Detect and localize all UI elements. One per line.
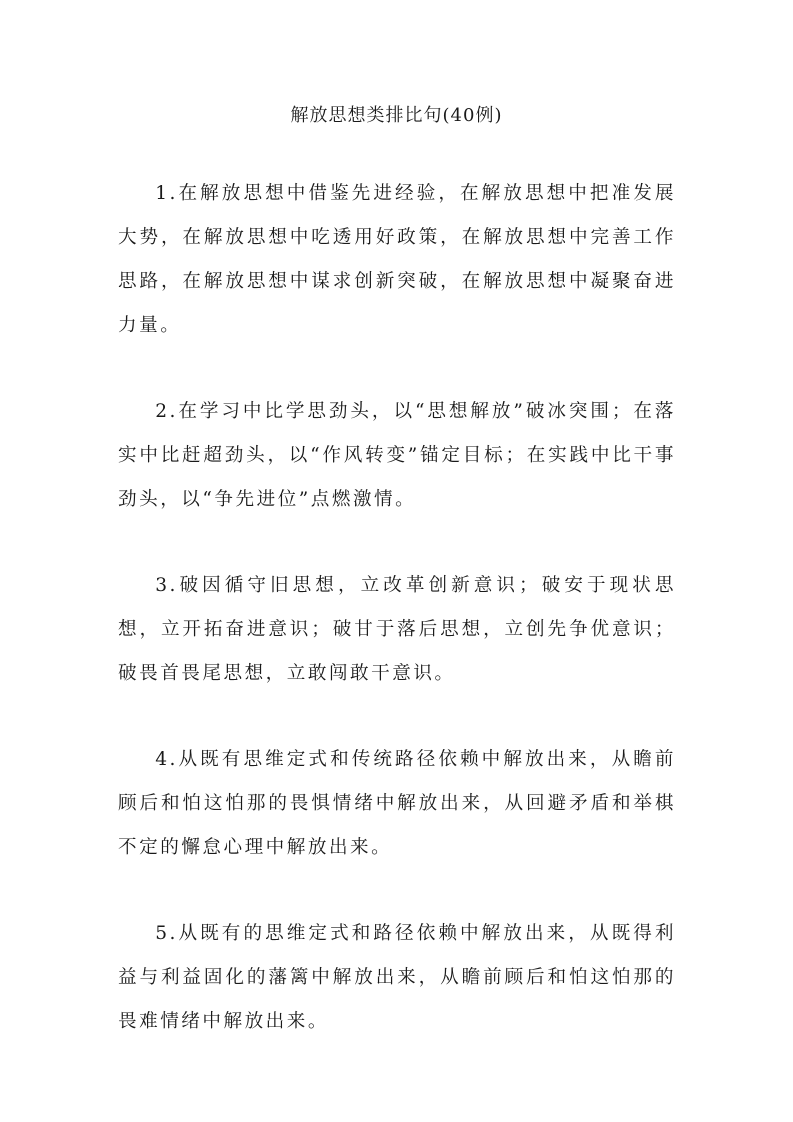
paragraph-4: 4.从既有思维定式和传统路径依赖中解放出来，从瞻前顾后和怕这怕那的畏惧情绪中解放出来，从回避矛盾和举棋不定的懈怠心理中解放出来。: [118, 749, 676, 858]
paragraph-2: 2.在学习中比学思劲头，以“思想解放”破冰突围；在落实中比赶超劲头，以“作风转变”锚定目标；在实践中比干事劲头，以“争先进位”点燃激情。: [118, 401, 676, 510]
document-body: [118, 172, 676, 1086]
paragraph-3: 3.破因循守旧思想，立改革创新意识；破安于现状思想，立开拓奋进意识；破甘于落后思想，立创先争优意识；破畏首畏尾思想，立敢闯敢干意识。: [118, 575, 676, 684]
paragraph-1: 1.在解放思想中借鉴先进经验，在解放思想中把准发展大势，在解放思想中吃透用好政策，在解放思想中完善工作思路，在解放思想中谋求创新突破，在解放思想中凝聚奋进力量。: [118, 183, 676, 336]
document-title: 解放思想类排比句(40例): [290, 105, 503, 126]
paragraph-5: 5.从既有的思维定式和路径依赖中解放出来，从既得利益与利益固化的藩篱中解放出来，从瞻前顾后和怕这怕那的畏难情绪中解放出来。: [118, 923, 676, 1032]
